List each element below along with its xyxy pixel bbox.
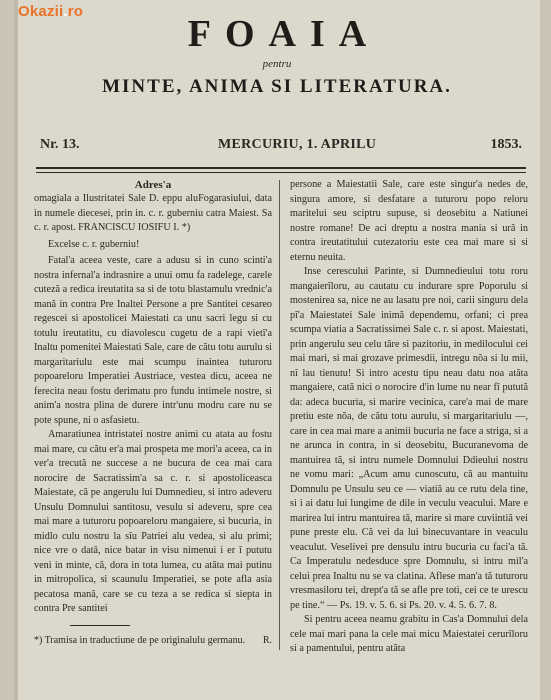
right-paragraph-1: persone a Maiestatii Sale, care este singur'a nedes de, singura amore, si desfatare a tuturoru popo reloru maritelui seu sciptru supuse, si deosebitu a Natiunei nostre romane! De aci dreptu a nostra mania si urâ in contra ireutatitului cutezatoriu este cea mai mare si si eternu neuita. bbox=[290, 179, 528, 263]
article-intro: omagiala a Ilustritatei Sale D. eppu aluFogarasiului, data in numele diecesei, prin in. c. r. guberniu catra Maiest. Sa c. r. apost. FRANCISCU IOSIFU I. *) bbox=[34, 193, 272, 233]
footnote-text: *) Tramisa in traductiune de pe originalulu germanu. bbox=[34, 635, 246, 646]
footnote bbox=[34, 634, 272, 647]
issue-year: 1853. bbox=[490, 137, 522, 152]
page-edge bbox=[14, 0, 18, 700]
article-heading: Adres'a bbox=[134, 179, 172, 191]
issue-info-row bbox=[40, 137, 522, 157]
left-paragraph-2: Amaratiunea intristatei nostre animi cu atata au fostu mai mare, cu cătu er'a mai prospeta me mori'a aceea, ca in ver'a trecută ne succese a ne bucura de cea mai cara norocire de Sacratissim'a sa c. r. si apostoliceasca Maiestate, că pe angerulu lui Dumnedieu, si intro adeveru Unsulu Domnului santitosu, vesulu si adeveru, spre cea mai mare a tuturoru popoareloru mangaiere, si bucuria, in midlo culu nostru la sîu Patriei alu vedea, si alu primi; nice vre o dată, nice batar in visu nimenui i er î pututu veni in minte, că, dora in tota lumea, cu atăta mai putinu in mitropolica, si scaunulu Imperatiei, se pote afla asia pecatosa mană, care se cu teza a se redica si siepta in contra Pre santitei bbox=[34, 429, 272, 614]
right-paragraph-3: Si pentru aceea neamu grabitu in Cas'a Domnului dela cele mai mari pana la cele mai micu Maiestatei cerurîloru si a pamentului, pentru atăta bbox=[290, 614, 528, 654]
watermark-brand: Okazii bbox=[18, 3, 64, 20]
newspaper-subtitle: MINTE, ANIMA SI LITERATURA. bbox=[102, 76, 452, 97]
right-paragraph-2: Inse cerescului Parinte, si Dumnedieului totu roru mangaierîloru, au cautatu cu indurare spre Poporulu si mostenirea sa, nice ne au lasatu pre noi, carii singuru dela pî'a Maiestatei Sale inimă dependemu, orfani; ci prea scumpa viatia a Sacratissimei Sale c. r. si apost. Maiestati, prin angerulu seu celu tăre si pazitoriu, in medilocului cei mai mari, si mai grozave primesdii, intregu nŏa si lu mii, nî lau tienutu! Si intro acestu tipu neau datu noa atăta mangaiere, cată nici o norocire d'in lume nu near fî putută da: adeca bucuria, si marire vecinica, care'a mai de mare pretiu este nŏa, de cătu totu aurulu, si margaritariulu —, care in cea mai mare a animii bucuria ne face a striga, si a ne arunca in contra, in si deosebitu, Bucuranevoma de mantuirea tă, si intru numele Domnului Ddieului nostru ne vomu mari: „Acum amu cunoscutu, că au mantuitu Domnulu pe Unsulu seu ce — viatiă au ce rutu dela tine, si i ai datu lui lungime de dile in veculu veacului. Mare e marirea lui intru mantuirea tă, marire si mare cuviintiă vei pune preste elu. Că vei da lui binecuvantare in veaculu veaculut. Veselivei pre densulu intru bucuria cu faci'a tă. Ca Imperatulu nedesduce spre Domnulu, si intru mil'a celui prea Inaltu nu se va clatina. Aflese man'a tă tuturoru vresmasiloru tei, drept'a tă se afle pre toti, cei ce te urescu pe tine.“ — Ps. 19. v. 5. 6. si Ps. 20. v. 4. 5. 6. 7. 8. bbox=[290, 266, 528, 611]
site-watermark: Okazii.ro bbox=[18, 3, 84, 20]
article-salutation: Excelse c. r. guberniu! bbox=[48, 238, 140, 250]
left-column bbox=[34, 178, 272, 617]
title-connector: pentru bbox=[262, 58, 292, 70]
newspaper-page bbox=[14, 0, 540, 700]
footnote-signature: R. bbox=[262, 635, 272, 646]
footnote-rule bbox=[70, 625, 130, 626]
column-divider bbox=[279, 180, 280, 650]
header-rule-thick bbox=[36, 167, 526, 169]
masthead bbox=[14, 14, 540, 98]
right-column bbox=[290, 178, 528, 654]
newspaper-title: FOAIA bbox=[187, 13, 381, 55]
left-paragraph-1: Fatal'a aceea veste, care a adusu si in cuno scinti'a nostra infernal'a indrasnire a unui omu fa radelege, carele cuteză a redica ireutatita sa si de totu blastamulu vrednic'a mană in contra Pre Inaltei Persone a pre Santitei cesareo regescei si apostolicei Maiestati ca unu sacri legu si cu totulu ireutatitu, cu diavolescu cugetu de a rapi vietî'a Inaltu pomenitei Maiestati Sale, care de cătu totu aurulu si margaritariulu este mai scumpu inaintea tuturoru popoareloru Imperatiei Austriace, vestea dicu, aceea ne ferecita neau fostu derimatu pro fundu intimele nostre, si anim'a nostra plina de durere intr'unu modru care nu se pote spune, ni o asfasietu. bbox=[34, 255, 272, 426]
issue-date: MERCURIU, 1. APRILU bbox=[218, 137, 377, 152]
issue-number: Nr. 13. bbox=[40, 137, 80, 152]
watermark-tld: ro bbox=[67, 3, 84, 20]
header-rule-thin bbox=[36, 172, 526, 173]
